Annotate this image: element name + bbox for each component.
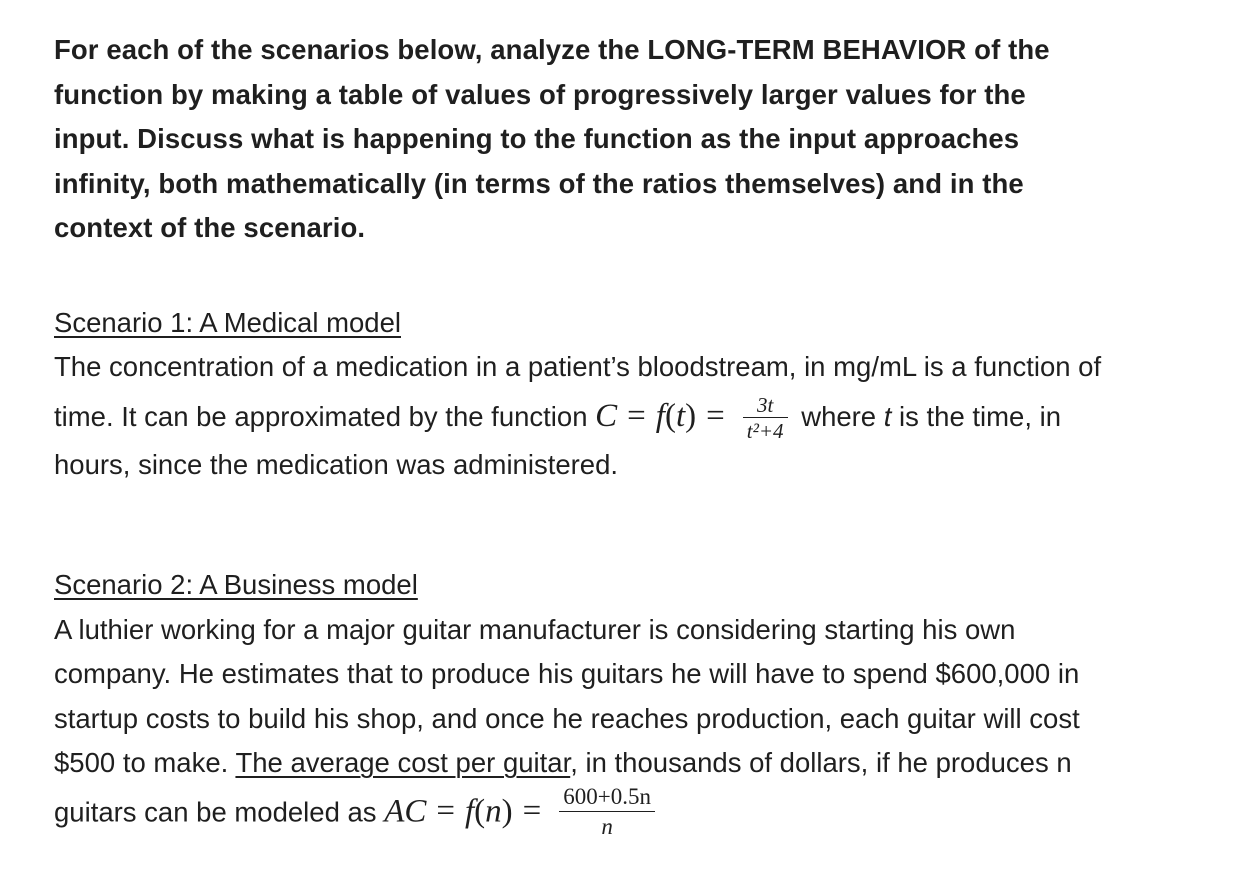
equation2-equals-2: = [522,792,542,829]
instructions-paragraph [54,28,1234,251]
scenario-2-line-4-start: $500 to make. [54,747,236,778]
concentration-fraction [743,394,788,442]
equation2-equals-1: = [436,792,455,829]
scenario-2-line-1: A luthier working for a major guitar manufacturer is considering starting his own [54,613,1016,645]
scenario-1-line-1: The concentration of a medication in a patient’s bloodstream, in mg/mL is a function of [54,351,1102,382]
fraction2-numerator: 600+0.5n [559,784,655,812]
equation-open-paren: ( [664,397,676,434]
equation-t-arg: t [675,397,686,434]
concentration-equation [595,398,735,434]
fraction-numerator: 3t [743,394,788,418]
worksheet-page [54,28,1234,842]
fraction2-denominator: n [601,813,613,839]
equation2-close-paren: ) [501,792,513,829]
instructions-line-1: For each of the scenarios below, analyze the LONG-TERM BEHAVIOR of the [54,34,1050,65]
equation-equals-1: = [627,397,646,434]
equation-c-var: C [595,397,618,434]
equation2-open-paren: ( [474,792,486,829]
scenario-2-line-5 [54,783,1234,842]
scenario-2-line-5-text: guitars can be modeled as [54,795,385,827]
equation2-f-func: f [465,792,475,829]
scenario-1-section [54,301,1234,488]
scenario-2-line-4 [54,741,1234,786]
scenario-1-line-3: hours, since the medication was administered. [54,448,619,480]
instructions-line-3: input. Discuss what is happening to the function as the input approaches [54,123,1020,154]
scenario-2-line-4-end: , in thousands of dollars, if he produces n [570,747,1072,778]
instructions-line-5: context of the scenario. [54,212,366,243]
scenario-1-heading: Scenario 1: A Medical model [54,306,401,338]
scenario-2-heading: Scenario 2: A Business model [54,569,418,600]
scenario-1-where-text: where [793,400,884,432]
equation-ac-var: AC [384,792,427,829]
equation2-n-arg: n [485,792,502,829]
scenario-2-section [54,563,1234,842]
equation-equals-2: = [706,397,725,434]
scenario-2-line-3: startup costs to build his shop, and once he reaches production, each guitar will cost [54,702,1080,734]
instructions-line-4: infinity, both mathematically (in terms of the ratios themselves) and in the [54,167,1024,199]
average-cost-equation [384,793,551,829]
scenario-2-line-2: company. He estimates that to produce his guitars he will have to spend $600,000 in [54,658,1080,689]
scenario-1-time-text: is the time, in [891,400,1062,432]
fraction-denominator: t²+4 [746,419,784,444]
average-cost-phrase: The average cost per guitar [235,747,571,778]
equation-close-paren: ) [685,397,697,434]
scenario-1-line-2 [54,390,1234,443]
scenario-1-t-var: t [883,400,892,432]
instructions-line-2: function by making a table of values of progressively larger values for the [54,78,1026,110]
average-cost-fraction [559,784,655,840]
scenario-1-line-2-text: time. It can be approximated by the function [54,400,596,432]
equation-f-func: f [655,397,665,434]
